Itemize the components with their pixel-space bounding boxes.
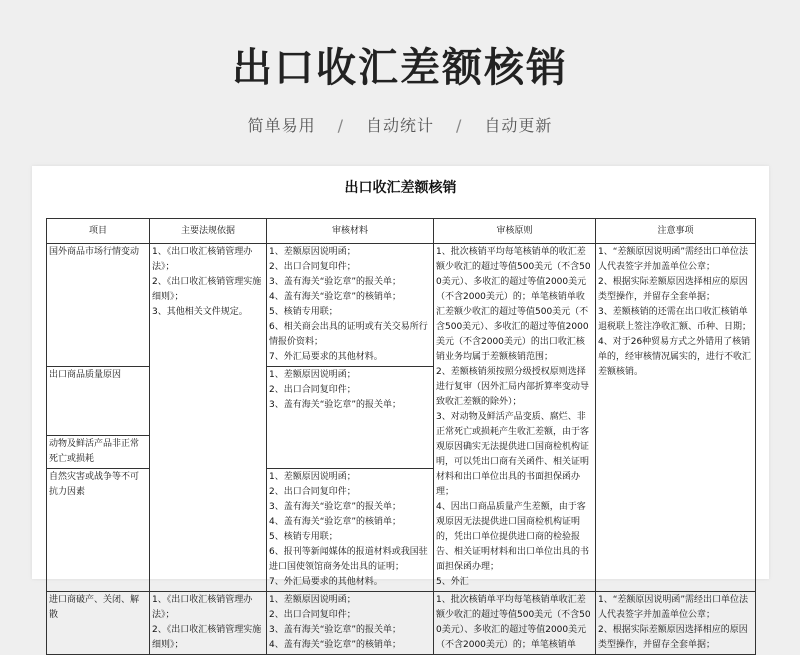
tagline-separator: / (337, 116, 344, 135)
cell-line: 1、差额原因说明函； (269, 472, 356, 482)
header-notes: 注意事项 (596, 219, 756, 244)
tagline-item: 自动统计 (365, 116, 434, 135)
tagline-item: 自动更新 (484, 116, 553, 135)
cell-line: 3、盖有海关“验讫章”的报关单； (269, 502, 402, 512)
cell-line: 3、盖有海关“验讫章”的报关单； (269, 277, 402, 287)
header-item: 项目 (47, 219, 150, 244)
cell-line: 2、出口合同复印件； (269, 487, 356, 497)
cell-line: 1、差额原因说明函； (269, 370, 356, 380)
principles-cell (434, 592, 596, 655)
cell-line: 2、《出口收汇核销管理实施细则》； (152, 625, 262, 650)
notes-cell (596, 244, 756, 592)
item-cell: 动物及鲜活产品非正常死亡或损耗 (47, 436, 150, 469)
cell-line: 4、对于26种贸易方式之外错用了核销单的，经审核情况属实的，进行不收汇差额核销。 (598, 337, 752, 377)
cell-line: 2、出口合同复印件； (269, 385, 356, 395)
cell-line: 6、相关商会出具的证明或有关交易所行情报价资料； (269, 322, 428, 347)
cell-line: 5、核销专用联； (269, 307, 338, 317)
cell-line: 4、盖有海关“验讫章”的核销单； (269, 517, 402, 527)
cell-line: 3、其他相关文件规定。 (152, 307, 248, 317)
item-cell: 出口商品质量原因 (47, 367, 150, 436)
tagline-item: 简单易用 (247, 116, 316, 135)
cell-line: 1、“差额原因说明函”需经出口单位法人代表签字并加盖单位公章； (598, 595, 749, 620)
item-cell: 进口商破产、关闭、解散 (47, 592, 150, 655)
table-row (47, 244, 756, 367)
laws-cell (150, 592, 267, 655)
cell-line: 6、报刊等新闻媒体的报道材料或我国驻进口国使领馆商务处出具的证明； (269, 547, 428, 572)
cell-line: 4、盖有海关“验讫章”的核销单； (269, 640, 402, 650)
header-principles: 审核原则 (434, 219, 596, 244)
cell-line: 1、差额原因说明函； (269, 595, 356, 605)
cell-line: 7、外汇局要求的其他材料。 (269, 577, 383, 587)
cell-line: 4、因出口商品质量产生差额，由于客观原因无法提供进口国商检机构证明的，凭出口单位提供进口商的检验报告、相关证明材料和出口单位出具的书面担保函办理； (436, 502, 590, 572)
item-cell: 自然灾害或战争等不可抗力因素 (47, 469, 150, 592)
materials-cell (267, 469, 434, 592)
tagline-separator: / (456, 116, 463, 135)
laws-cell (150, 244, 267, 592)
hero-title: 出口收汇差额核销 (232, 45, 568, 91)
cell-line: 2、根据实际差额原因选择相应的原因类型操作，并留存全套单据； (598, 277, 748, 302)
cell-line: 2、根据实际差额原因选择相应的原因类型操作，并留存全套单据； (598, 625, 748, 650)
materials-cell (267, 367, 434, 469)
cell-line: 2、差额核销须按照分级授权原则选择进行复审（因外汇局内部折算率变动导致收汇差额的除外）； (436, 367, 590, 407)
header-laws: 主要法规依据 (150, 219, 267, 244)
table-row (47, 592, 756, 655)
cell-line: 3、盖有海关“验讫章”的报关单； (269, 400, 402, 410)
materials-cell (267, 244, 434, 367)
cell-line: 2、《出口收汇核销管理实施细则》； (152, 277, 262, 302)
table-header-row (47, 219, 756, 244)
cell-line: 1、《出口收汇核销管理办法》； (152, 247, 253, 272)
cell-line: 4、盖有海关“验讫章”的核销单； (269, 292, 402, 302)
cell-line: 1、批次核销单平均每笔核销单收汇差额少收汇的超过等值500美元（不含500美元）、多收汇的超过等值2000美元（不含2000美元）的；单笔核销单 (436, 595, 591, 650)
document-preview (32, 166, 769, 650)
verification-table (46, 218, 756, 655)
cell-line: 2、出口合同复印件； (269, 262, 356, 272)
principles-cell (434, 244, 596, 592)
cell-line: 2、出口合同复印件； (269, 610, 356, 620)
document-title: 出口收汇差额核销 (344, 180, 457, 196)
cell-line: 1、差额原因说明函； (269, 247, 356, 257)
tagline (0, 113, 800, 136)
cell-line: 1、《出口收汇核销管理办法》； (152, 595, 253, 620)
cell-line: 5、外汇 (436, 577, 469, 587)
notes-cell (596, 592, 756, 655)
item-cell: 国外商品市场行情变动 (47, 244, 150, 367)
header-materials: 审核材料 (267, 219, 434, 244)
cell-line: 3、盖有海关“验讫章”的报关单； (269, 625, 402, 635)
cell-line: 5、核销专用联； (269, 532, 338, 542)
materials-cell (267, 592, 434, 655)
cell-line: 1、“差额原因说明函”需经出口单位法人代表签字并加盖单位公章； (598, 247, 749, 272)
cell-line: 1、批次核销平均每笔核销单的收汇差额少收汇的超过等值500美元（不含500美元）、多收汇的超过等值2000美元（不含2000美元）的；单笔核销单收汇差额少收汇的超过等值500美元（不含500美元）、多收汇的超过等值2000美元（不含2000美元）的出口收汇核销业务均属于差额核销范围； (436, 247, 591, 362)
cell-line: 7、外汇局要求的其他材料。 (269, 352, 383, 362)
cell-line: 3、对动物及鲜活产品变质、腐烂、非正常死亡或损耗产生收汇差额，由于客观原因确实无法提供进口国商检机构证明，可以凭出口商有关函件、相关证明材料和出口单位出具的书面担保函办理； (436, 412, 590, 497)
cell-line: 3、差额核销的还需在出口收汇核销单退税联上签注净收汇额、币种、日期； (598, 307, 752, 332)
